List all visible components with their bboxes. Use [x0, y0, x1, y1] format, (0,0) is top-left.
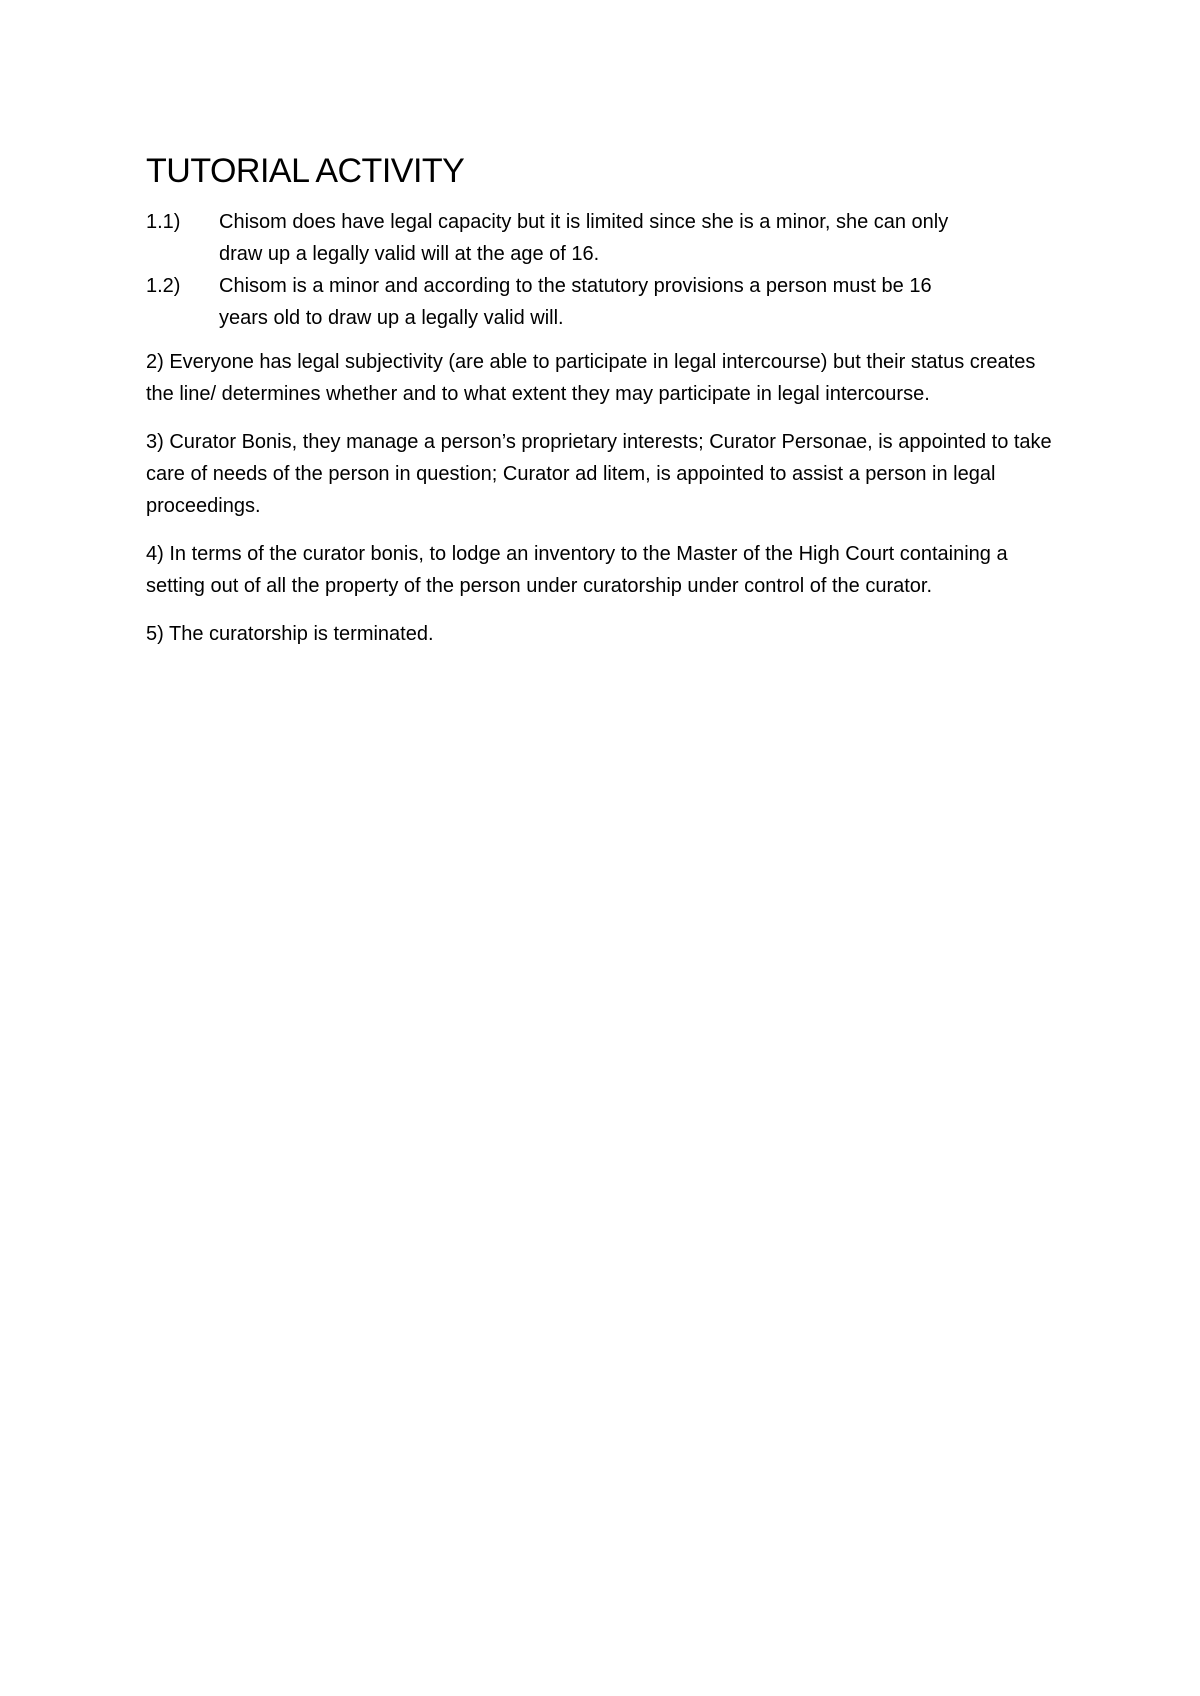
- answer-paragraph-3: 3) Curator Bonis, they manage a person’s proprietary interests; Curator Personae, is appointed to take care of needs of the person in question; Curator ad litem, is appointed to assist a person in legal proceedings.: [146, 431, 1052, 517]
- document-title: TUTORIAL ACTIVITY: [146, 152, 465, 190]
- item-number: 1.1): [146, 211, 181, 233]
- list-item: [146, 206, 1066, 270]
- item-number: 1.2): [146, 275, 181, 297]
- item-text: Chisom does have legal capacity but it is limited since she is a minor, she can only draw up a legally valid will at the age of 16.: [219, 211, 949, 265]
- list-item: [146, 270, 1066, 334]
- answer-paragraph-5: 5) The curatorship is terminated.: [146, 623, 434, 645]
- numbered-list: [146, 206, 1066, 334]
- answer-paragraph-2: 2) Everyone has legal subjectivity (are able to participate in legal intercourse) but their status creates the line/ determines whether and to what extent they may participate in legal intercourse.: [146, 351, 1036, 405]
- document-body: [146, 150, 1066, 666]
- answer-paragraph-4: 4) In terms of the curator bonis, to lodge an inventory to the Master of the High Court containing a setting out of all the property of the person under curatorship under control of the curator.: [146, 543, 1008, 597]
- item-text: Chisom is a minor and according to the statutory provisions a person must be 16 years old to draw up a legally valid will.: [219, 275, 932, 329]
